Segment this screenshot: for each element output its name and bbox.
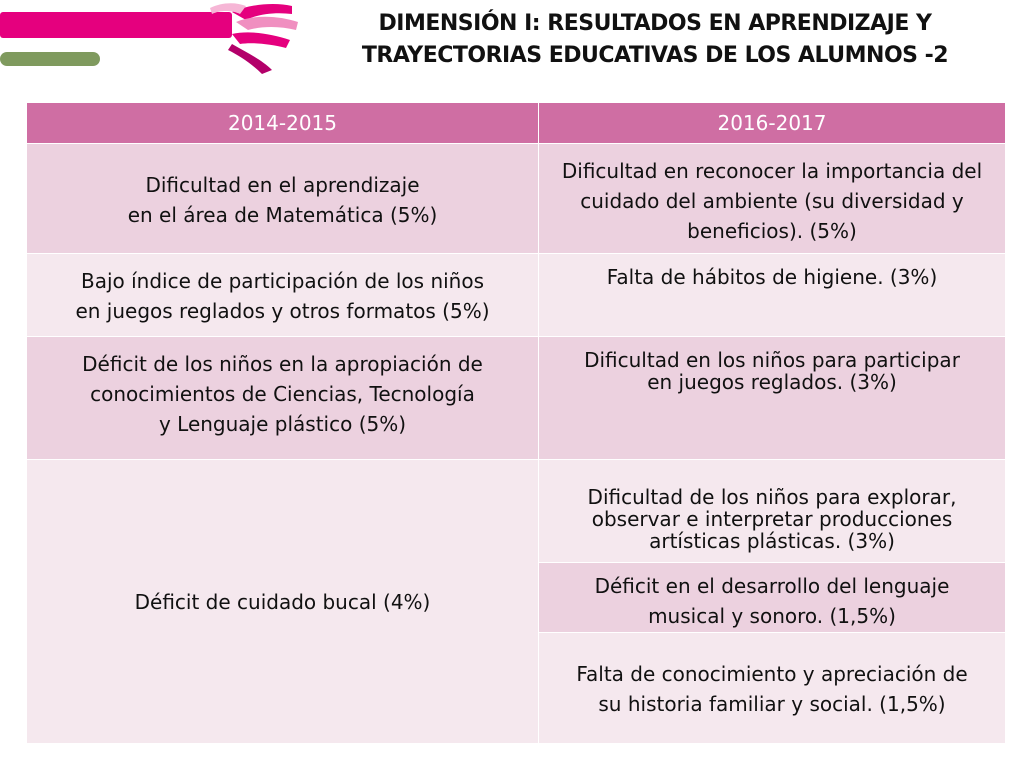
table-cell — [27, 460, 539, 744]
cell-line: Dificultad en los niños para participar — [584, 348, 960, 372]
table-cell — [539, 254, 1006, 337]
cell-line: Déficit de los niños en la apropiación de — [82, 352, 483, 376]
cell-line: Dificultad en reconocer la importancia del — [561, 159, 983, 183]
table-row — [27, 460, 1006, 563]
title-line-2: TRAYECTORIAS EDUCATIVAS DE LOS ALUMNOS -2 — [361, 43, 949, 68]
table-cell — [539, 144, 1006, 254]
cell-line: Déficit de cuidado bucal (4%) — [134, 589, 431, 614]
cell-line: y Lenguaje plástico (5%) — [158, 412, 407, 436]
table-cell — [27, 337, 539, 460]
cell-line: en el área de Matemática (5%) — [127, 203, 438, 227]
table-row — [27, 254, 1006, 337]
table-header-row — [27, 103, 1006, 144]
cell-line: observar e interpretar producciones — [591, 507, 953, 531]
cell-line: en juegos reglados. (3%) — [647, 370, 897, 394]
cell-line: conocimientos de Ciencias, Tecnología — [90, 382, 475, 406]
table-row — [27, 144, 1006, 254]
cell-line: Bajo índice de participación de los niños — [80, 269, 485, 293]
cell-line: Dificultad en el aprendizaje — [145, 173, 420, 197]
table-cell — [539, 460, 1006, 563]
cell-line: cuidado del ambiente (su diversidad y — [580, 189, 964, 213]
table-cell — [539, 563, 1006, 633]
cell-line: Déficit en el desarrollo del lenguaje — [594, 574, 950, 598]
page-title — [300, 8, 1010, 72]
title-line-1: DIMENSIÓN I: RESULTADOS EN APRENDIZAJE Y — [378, 11, 932, 36]
results-table — [26, 102, 1006, 744]
cell-line: artísticas plásticas. (3%) — [649, 529, 895, 553]
table-cell — [27, 254, 539, 337]
logo-hands-icon — [0, 0, 310, 80]
cell-line: Dificultad de los niños para explorar, — [587, 485, 957, 509]
cell-line: musical y sonoro. (1,5%) — [648, 604, 896, 628]
cell-line: en juegos reglados y otros formatos (5%) — [75, 299, 490, 323]
table-cell — [27, 144, 539, 254]
cell-line: Falta de conocimiento y apreciación de — [576, 662, 968, 686]
cell-line: Falta de hábitos de higiene. (3%) — [606, 265, 938, 289]
header-2016-2017: 2016-2017 — [539, 103, 1006, 144]
cell-line: su historia familiar y social. (1,5%) — [598, 692, 946, 716]
table-cell — [539, 633, 1006, 744]
cell-line: beneficios). (5%) — [687, 219, 857, 243]
header-2014-2015: 2014-2015 — [27, 103, 539, 144]
table-cell — [539, 337, 1006, 460]
table-row — [27, 337, 1006, 460]
